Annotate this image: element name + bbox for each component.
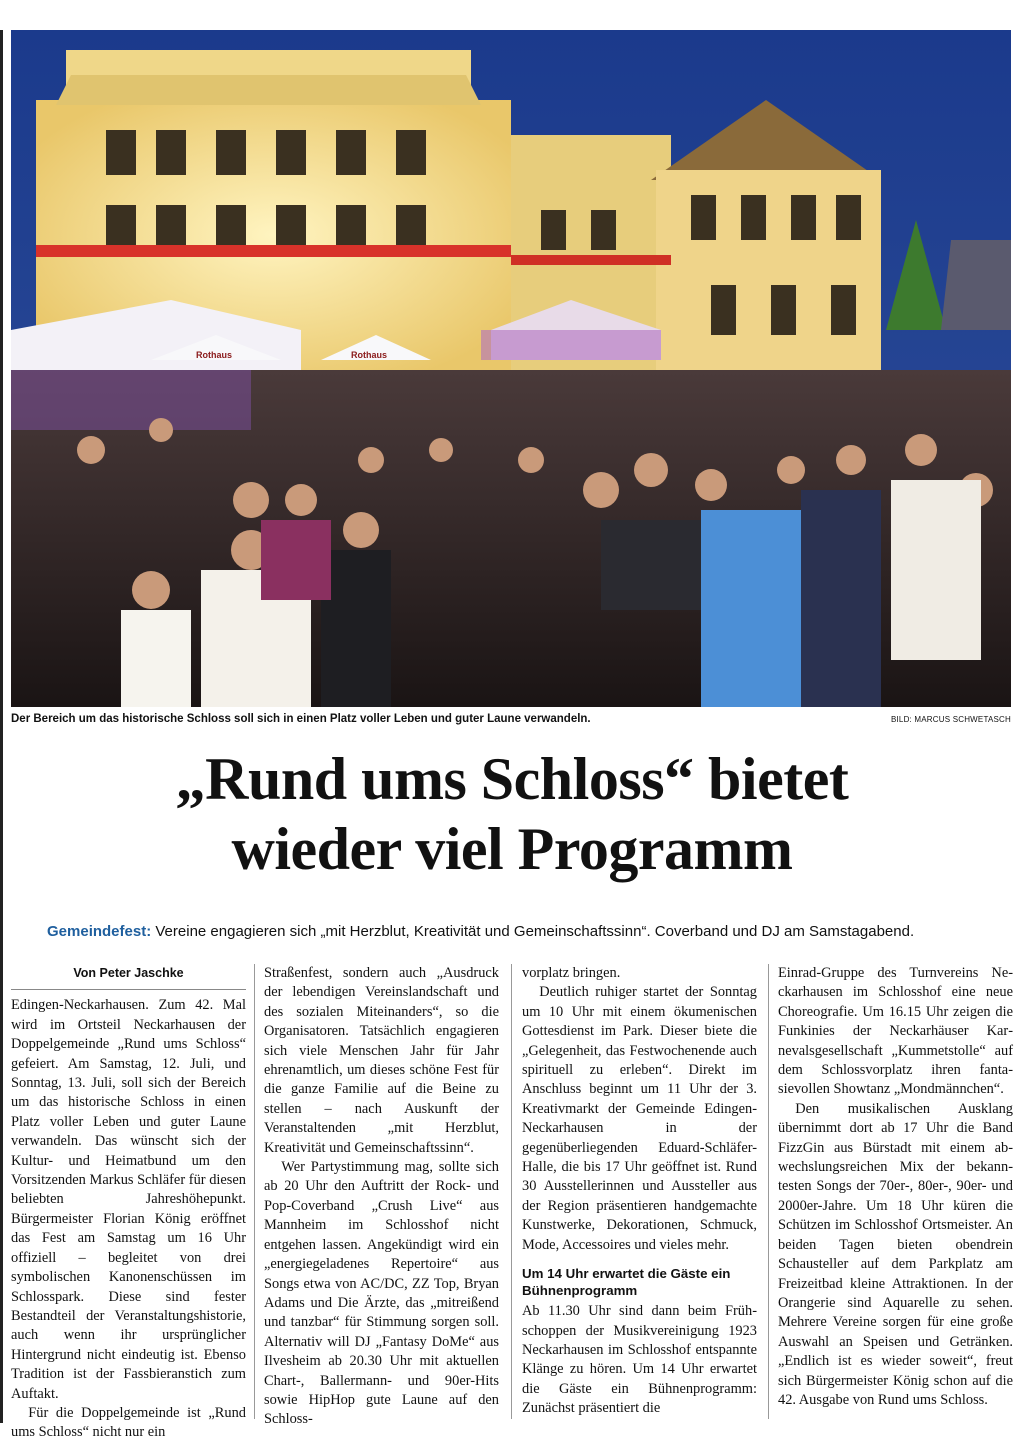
column-3-paragraph-1: vorplatz bringen.	[522, 965, 621, 981]
subline-kicker: Gemeindefest:	[47, 923, 152, 940]
article-photo	[11, 30, 1011, 707]
column-2-paragraph-2: Wer Partystimmung mag, sollte sich ab 20 Uhr den Auftritt der Rock- und Pop-Coverband „Crush Live“ aus Mannheim im Schlosshof nicht entgehen lassen. Angekündigt wird ein „energiegeladenes Repertoire“ aus Songs etwa von AC/DC, ZZ Top, Bryan Adams und Die Ärzte, das „mitreißend und tanzbar“ für Stimmung sorgen soll. Alternativ will DJ „Fantasy DoMe“ aus Ilvesheim ab 20.30 Uhr mit aktuellen Chart-, Ballermann- und 90er-Hits sowie HipHop gute Laune auf den Schloss-	[264, 1159, 499, 1428]
column-3-paragraph-3: Ab 11.30 Uhr sind dann beim Frühschoppen der Musikvereinigung 1923 Neckarhausen im Schlosshof entspannte Klänge zu hören. Um 14 Uhr erwartet die Gäste ein Bühnenprogramm: Zunächst präsentiert die	[522, 1303, 757, 1417]
column-rule-1	[254, 964, 255, 1419]
column-rule-3	[768, 964, 769, 1419]
article-column-4	[778, 964, 1013, 1419]
headline-line-1: „Rund ums Schloss“ bietet	[175, 746, 849, 812]
schloss-night-scene	[11, 30, 1011, 707]
column-1-paragraph-1: Edingen-Neckarhausen. Zum 42. Mal wird im Ortsteil Neckarhausen der Doppelgemeinde „Rund ums Schloss“ gefeiert. Am Samstag, 12. Juli, und Sonntag, 13. Juli, soll sich der Bereich um das historische Schloss in einen Platz voller Leben und guter Laune verwandeln. Das wünscht sich der Kultur- und Heimatbund um den Vorsitzenden Markus Schläfer für diesen beliebten Jahreshöhepunkt. Bürgermeister Florian König eröffnet das Fest am Samstag um 16 Uhr offiziell – begleitet von drei symbolischen Kanonenschüssen im Schlosspark. Diese sind fester Bestandteil der Veranstaltungshistorie, auch wenn ihr ursprünglicher Hintergrund nicht eindeutig ist. Ebenso Tradition ist der Fassbieranstich zum Auftakt.	[11, 997, 246, 1402]
column-2-paragraph-1: Straßenfest, sondern auch „Ausdruck der lebendigen Vereinslandschaft und des sozialen Miteinanders“, so die Organisatoren. Tatsächlich engagieren sich viele Menschen Jahr für Jahr ehrenamtlich, um dieses schöne Fest für die ganze Familie auf die Beine zu stellen – nach Auskunft der Veranstaltenden „mit Herzblut, Kreativität und Gemeinschaftssinn“.	[264, 965, 499, 1156]
subline	[47, 923, 1007, 940]
column-4-paragraph-1: Einrad-Gruppe des Turnvereins Neckarhausen im Schlosshof eine neue Choreografie. Um 16.15 Uhr zeigen die Funkinies der Neckarhäuser Karnevalsgesellschaft „Kummetstolle“ auf dem Schlossvorplatz ihren fantasievollen Showtanz „Mondmännchen“.	[778, 965, 1013, 1098]
column-3-paragraph-2: Deutlich ruhiger startet der Sonntag um 10 Uhr mit einem ökumenischen Gottesdienst im Park. Dieser biete die „Gelegenheit, das Festwochenende auch spirituell zu erleben“. Direkt im Anschluss beginnt um 11 Uhr der 3. Kreativmarkt der Gemeinde Edingen-Neckarhausen in der gegenüberliegenden Eduard-Schläfer-Halle, die bis 17 Uhr geöffnet ist. Rund 30 Ausstellerinnen und Aussteller aus der Region präsentieren handgemachte Kunstwerke, Dekorationen, Schmuck, Mode, Accessoires und vieles mehr.	[522, 984, 757, 1253]
photo-credit: BILD: MARCUS SCHWETASCH	[890, 715, 1011, 724]
subline-text: Vereine engagieren sich „mit Herzblut, Kreativität und Gemeinschaftssinn“. Coverband und DJ am Samstagabend.	[155, 923, 915, 940]
headline	[0, 744, 1024, 884]
article-column-2	[264, 964, 499, 1428]
column-1-paragraph-2: Für die Doppelgemeinde ist „Rund ums Schloss“ nicht nur ein	[11, 1404, 246, 1441]
tent-sign-1: Rothaus	[196, 350, 232, 360]
caption-text: Der Bereich um das historische Schloss soll sich in einen Platz voller Leben und guter Laune verwandeln.	[11, 713, 591, 725]
article-column-1	[11, 964, 246, 1441]
headline-line-2: wieder viel Programm	[231, 816, 793, 882]
column-4-paragraph-2: Den musikalischen Ausklang übernimmt dort ab 17 Uhr die Band FizzGin aus Bürstadt mit einem abwechslungsreichen Mix der bekanntesten Songs der 70er-, 80er-, 90er- und 2000er-Jahre. Um 18 Uhr küren die Schützen im Schlosshof Ortsmeister. An beiden Tagen bieten obendrein Schausteller auf dem Parkplatz am Freizeitbad kleine Attraktionen. In der Orangerie sind Aquarelle zu sehen. Mehrere Vereine sorgen für eine große Auswahl an Speisen und Getränken. „Endlich ist es wieder soweit“, freut sich Bürgermeister König schon auf die 42. Ausgabe von Rund ums Schloss.	[778, 1100, 1013, 1408]
column-3-subheading: Um 14 Uhr erwartet die Gäste ein Bühnenprogramm	[522, 1266, 731, 1299]
author-byline: Von Peter Jaschke	[11, 964, 246, 990]
tent-sign-2: Rothaus	[351, 350, 387, 360]
article-column-3	[522, 964, 757, 1419]
column-rule-2	[511, 964, 512, 1419]
page-edge-line	[0, 30, 3, 1423]
photo-caption	[11, 713, 1011, 731]
